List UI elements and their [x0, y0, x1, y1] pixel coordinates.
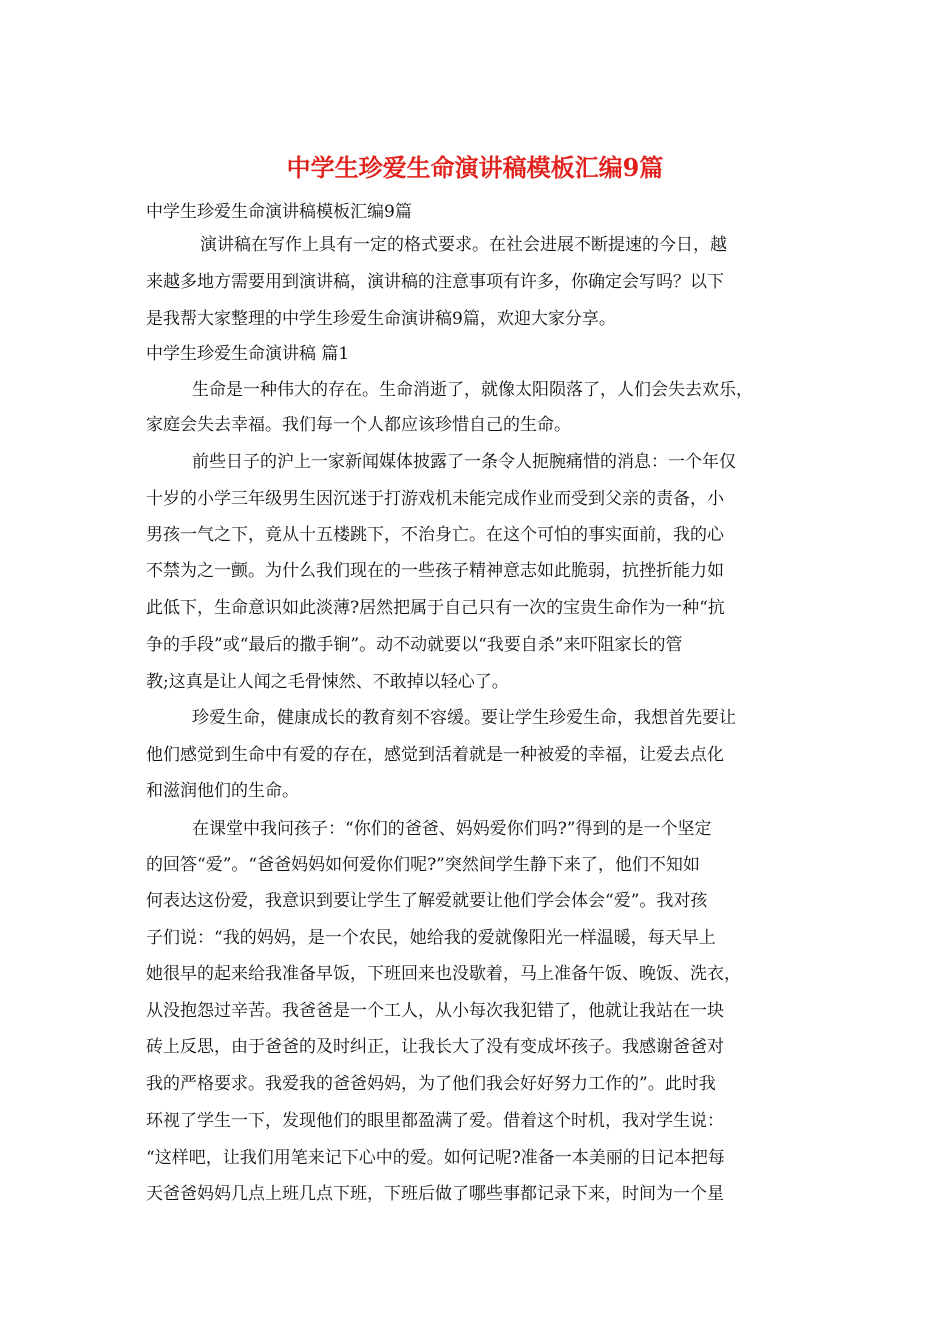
paragraph-line: 从没抱怨过辛苦。我爸爸是一个工人，从小每次我犯错了，他就让我站在一块	[146, 1001, 724, 1021]
document-title: 中学生珍爱生命演讲稿模板汇编9篇	[286, 153, 664, 182]
paragraph-line: 的回答“爱”。“爸爸妈妈如何爱你们呢?”突然间学生静下来了，他们不知如	[146, 855, 700, 875]
paragraph-line: 争的手段”或“最后的撒手锏”。动不动就要以“我要自杀”来吓阻家长的管	[146, 635, 683, 655]
paragraph-line: 演讲稿在写作上具有一定的格式要求。在社会进展不断提速的今日，越	[200, 235, 727, 255]
paragraph-line: 珍爱生命，健康成长的教育刻不容缓。要让学生珍爱生命，我想首先要让	[192, 708, 736, 728]
paragraph-line: 他们感觉到生命中有爱的存在，感觉到活着就是一种被爱的幸福，让爱去点化	[146, 745, 724, 765]
paragraph-line: “这样吧，让我们用笔来记下心中的爱。如何记呢?准备一本美丽的日记本把每	[146, 1148, 725, 1168]
paragraph-line: 来越多地方需要用到演讲稿，演讲稿的注意事项有许多，你确定会写吗？以下	[146, 272, 724, 292]
paragraph-line: 男孩一气之下，竟从十五楼跳下，不治身亡。在这个可怕的事实面前，我的心	[146, 525, 724, 545]
paragraph-line: 子们说：“我的妈妈，是一个农民，她给我的爱就像阳光一样温暖，每天早上	[146, 928, 716, 948]
paragraph-line: 何表达这份爱，我意识到要让学生了解爱就要让他们学会体会“爱”。我对孩	[146, 891, 708, 911]
paragraph-line: 环视了学生一下，发现他们的眼里都盈满了爱。借着这个时机，我对学生说：	[146, 1111, 724, 1131]
subtitle-line: 中学生珍爱生命演讲稿模板汇编9篇	[146, 202, 412, 222]
paragraph-line: 前些日子的沪上一家新闻媒体披露了一条令人扼腕痛惜的消息：一个年仅	[192, 452, 736, 472]
paragraph-line: 和滋润他们的生命。	[146, 781, 299, 801]
paragraph-line: 砖上反思，由于爸爸的及时纠正，让我长大了没有变成坏孩子。我感谢爸爸对	[146, 1037, 724, 1057]
paragraph-line: 天爸爸妈妈几点上班几点下班，下班后做了哪些事都记录下来，时间为一个星	[146, 1184, 724, 1204]
section-heading: 中学生珍爱生命演讲稿 篇1	[146, 344, 350, 364]
paragraph-line: 此低下，生命意识如此淡薄?居然把属于自己只有一次的宝贵生命作为一种“抗	[146, 598, 725, 618]
paragraph-line: 生命是一种伟大的存在。生命消逝了，就像太阳陨落了，人们会失去欢乐，	[192, 380, 753, 400]
paragraph-line: 教;这真是让人闻之毛骨悚然、不敢掉以轻心了。	[146, 672, 509, 692]
paragraph-line: 是我帮大家整理的中学生珍爱生命演讲稿9篇，欢迎大家分享。	[146, 309, 616, 329]
paragraph-line: 我的严格要求。我爱我的爸爸妈妈，为了他们我会好好努力工作的”。此时我	[146, 1074, 716, 1094]
paragraph-line: 十岁的小学三年级男生因沉迷于打游戏机未能完成作业而受到父亲的责备，小	[146, 489, 724, 509]
paragraph-line: 家庭会失去幸福。我们每一个人都应该珍惜自己的生命。	[146, 415, 571, 435]
paragraph-line: 在课堂中我问孩子：“你们的爸爸、妈妈爱你们吗?”得到的是一个坚定	[192, 819, 712, 839]
paragraph-line: 不禁为之一颤。为什么我们现在的一些孩子精神意志如此脆弱，抗挫折能力如	[146, 561, 724, 581]
paragraph-line: 她很早的起来给我准备早饭，下班回来也没歇着，马上准备午饭、晚饭、洗衣，	[146, 964, 741, 984]
